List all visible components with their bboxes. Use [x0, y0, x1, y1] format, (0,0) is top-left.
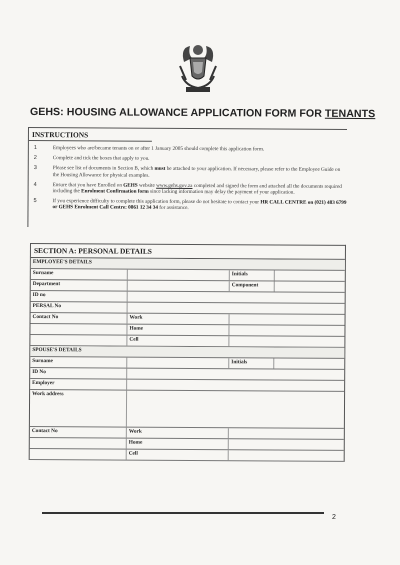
table-row: Contact No Work	[31, 313, 345, 326]
table-row: Home	[30, 324, 344, 337]
table-row: Contact No Work	[30, 427, 344, 440]
instruction-item: 5 If you experience difficulty to complete this application form, please do not hesitate to contact your HR CALL CENTRE on (021) 483 6799 or GEHS Enrolment Call Centre: 0861 12 34 34 for assistance.	[33, 198, 347, 212]
page-title	[30, 106, 380, 120]
spouse-work-address-field[interactable]	[127, 391, 344, 428]
instruction-item: 2 Complete and tick the boxes that apply to you.	[33, 155, 150, 162]
instruction-item: 4 Ensure that you have Enrolled on GEHS website www.gehs.gov.za completed and signed the form and attached all the documents required including the Enrolment Confirmation form since lacking information may delay the payment of your application.	[33, 181, 342, 196]
home-phone-field[interactable]	[229, 325, 344, 336]
title-text: GEHS: HOUSING ALLOWANCE APPLICATION FORM FOR	[29, 106, 325, 120]
footer-divider	[42, 512, 324, 514]
table-row: Surname Initials	[31, 269, 345, 282]
spouse-surname-field[interactable]	[127, 358, 229, 369]
surname-field[interactable]	[128, 270, 230, 281]
spouse-work-phone-field[interactable]	[229, 428, 344, 439]
spouse-initials-field[interactable]	[274, 358, 344, 368]
instructions-heading: INSTRUCTIONS	[29, 128, 152, 142]
table-row: Home	[30, 438, 344, 451]
page-number: 2	[332, 514, 336, 521]
cell-phone-field[interactable]	[229, 336, 344, 347]
work-phone-field[interactable]	[230, 314, 345, 325]
spouse-details-heading-row: SPOUSE'S DETAILS	[30, 346, 344, 359]
spouse-cell-phone-field[interactable]	[229, 450, 344, 461]
instructions-box	[27, 127, 347, 229]
coat-of-arms-icon	[176, 40, 220, 96]
persal-number-field[interactable]	[128, 303, 345, 314]
initials-field[interactable]	[275, 270, 345, 280]
department-field[interactable]	[128, 281, 230, 292]
table-row: Cell	[30, 449, 344, 462]
table-row: PERSAL No	[31, 302, 345, 315]
table-row: ID No	[30, 368, 344, 381]
table-row: Department Component	[31, 280, 345, 293]
component-field[interactable]	[275, 281, 345, 291]
table-row: ID no	[31, 291, 345, 304]
table-row: Employer	[30, 379, 344, 392]
spouse-id-field[interactable]	[127, 369, 344, 380]
section-a-heading: SECTION A: PERSONAL DETAILS	[31, 244, 345, 260]
table-row: Work address	[30, 390, 344, 429]
table-row: Surname Initials	[30, 357, 344, 370]
employee-details-heading-row: EMPLOYEE'S DETAILS	[31, 258, 345, 271]
id-number-field[interactable]	[128, 292, 345, 303]
title-underlined: TENANTS	[324, 107, 376, 121]
instruction-item: 3 Please see list of documents in Section B, which must be attached to your application. If necessary, please refer to the Employee Guide on the Housing Allowance for physical examples.	[33, 165, 341, 179]
section-a-table	[29, 243, 346, 462]
table-row: Cell	[30, 335, 344, 348]
instruction-item: 1 Employees who are/became tenants on or after 1 January 2005 should complete this application form.	[33, 145, 265, 153]
spouse-home-phone-field[interactable]	[229, 439, 344, 450]
spouse-employer-field[interactable]	[127, 380, 344, 391]
gehs-website-link[interactable]: www.gehs.gov.za	[156, 182, 193, 189]
